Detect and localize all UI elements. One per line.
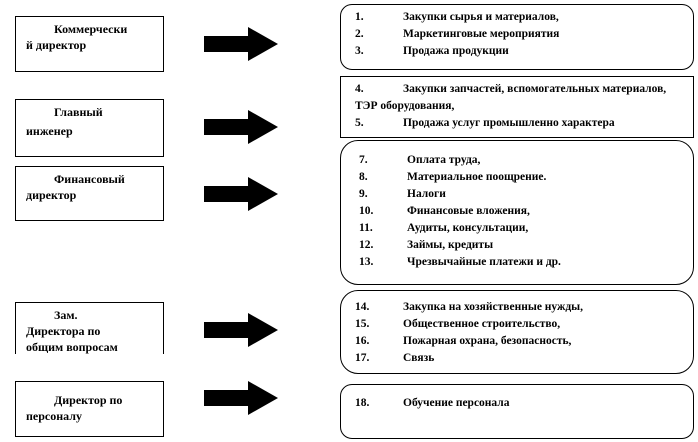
role-financial-director xyxy=(15,166,164,221)
arrow-right-icon xyxy=(204,177,278,211)
arrow-right-icon xyxy=(204,110,278,144)
list-item: 9. Налоги xyxy=(359,188,446,200)
responsibilities-finance xyxy=(340,140,694,285)
role-hr-director-line1: Директор по xyxy=(54,393,123,407)
role-financial-director-line1: Финансовый xyxy=(54,172,125,186)
responsibilities-engineering xyxy=(340,76,694,138)
list-item: 7. Оплата труда, xyxy=(359,154,481,166)
role-chief-engineer-line1: Главный xyxy=(54,105,103,119)
list-item: 16. Пожарная охрана, безопасность, xyxy=(355,335,572,347)
responsibilities-hr xyxy=(340,384,694,439)
role-commercial-director-line1: Коммерчески xyxy=(54,22,128,36)
list-item: 12. Займы, кредиты xyxy=(359,239,494,251)
arrow-right-icon xyxy=(204,27,278,61)
list-item: 5. Продажа услуг промышленно характера xyxy=(355,117,615,129)
role-chief-engineer-line2: инженер xyxy=(26,124,73,138)
list-item: 18. Обучение персонала xyxy=(355,397,510,409)
role-deputy-director-line2: Директора по xyxy=(26,324,101,338)
role-financial-director-line2: директор xyxy=(26,188,77,202)
list-item: 4. Закупки запчастей, вспомогательных материалов, ТЭР оборудования, xyxy=(355,83,667,112)
list-item: 8. Материальное поощрение. xyxy=(359,171,547,183)
list-item: 1. Закупки сырья и материалов, xyxy=(355,11,559,23)
role-deputy-director xyxy=(15,302,164,354)
list-item: 2. Маркетинговые мероприятия xyxy=(355,28,560,40)
list-item: 11. Аудиты, консультации, xyxy=(359,222,529,234)
role-hr-director-line2: персоналу xyxy=(26,409,82,423)
list-item: 17. Связь xyxy=(355,352,435,364)
role-deputy-director-line1: Зам. xyxy=(54,308,78,322)
role-deputy-director-line3: общим вопросам xyxy=(26,340,118,354)
responsibilities-commercial xyxy=(340,4,694,70)
list-item: 10. Финансовые вложения, xyxy=(359,205,530,217)
arrow-right-icon xyxy=(204,313,278,347)
role-commercial-director-line2: й директор xyxy=(26,38,87,52)
list-item: 3. Продажа продукции xyxy=(355,45,509,57)
responsibilities-general xyxy=(340,290,694,374)
arrow-right-icon xyxy=(204,381,278,415)
list-item: 14. Закупка на хозяйственные нужды, xyxy=(355,301,584,313)
role-commercial-director xyxy=(15,16,164,72)
role-hr-director xyxy=(15,381,164,437)
list-item: 15. Общественное строительство, xyxy=(355,318,561,330)
list-item: 13. Чрезвычайные платежи и др. xyxy=(359,256,561,268)
role-chief-engineer xyxy=(15,99,164,157)
